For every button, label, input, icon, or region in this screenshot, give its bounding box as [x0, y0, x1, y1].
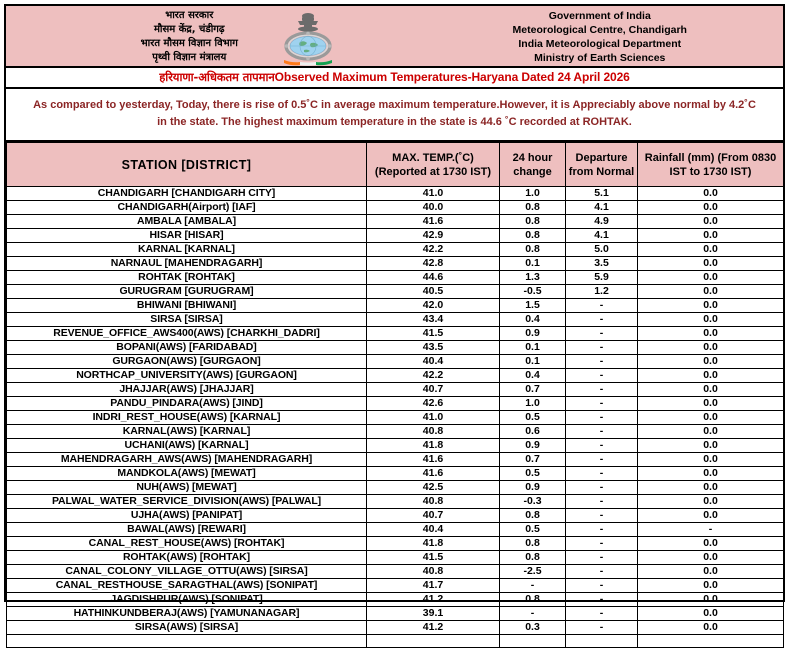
cell-rainfall: 0.0	[638, 187, 784, 201]
cell-station: SIRSA [SIRSA]	[7, 313, 367, 327]
cell-station: JHAJJAR(AWS) [JHAJJAR]	[7, 383, 367, 397]
cell-maxtemp: 39.1	[367, 607, 500, 621]
cell-rainfall: 0.0	[638, 481, 784, 495]
cell-station: JAGDISHPUR(AWS) [SONIPAT]	[7, 593, 367, 607]
cell-change24	[500, 635, 566, 648]
cell-change24: 0.8	[500, 243, 566, 257]
page-title-hindi: हरियाणा-अधिकतम तापमान	[159, 70, 275, 84]
cell-maxtemp: 41.6	[367, 467, 500, 481]
cell-change24: -	[500, 579, 566, 593]
table-row	[7, 341, 784, 355]
masthead-english-line-3: India Meteorological Department	[518, 38, 682, 50]
cell-station: NUH(AWS) [MEWAT]	[7, 481, 367, 495]
cell-departure: -	[566, 369, 638, 383]
cell-departure: -	[566, 327, 638, 341]
column-header-maxtemp-sublabel: (Reported at 1730 IST)	[374, 165, 492, 178]
table-row	[7, 537, 784, 551]
cell-station: AMBALA [AMBALA]	[7, 215, 367, 229]
table-row	[7, 523, 784, 537]
cell-change24: 0.8	[500, 593, 566, 607]
cell-change24: 0.8	[500, 551, 566, 565]
cell-maxtemp: 42.2	[367, 369, 500, 383]
cell-change24: -0.5	[500, 285, 566, 299]
cell-maxtemp	[367, 635, 500, 648]
cell-change24: 0.9	[500, 327, 566, 341]
cell-station: CANAL_COLONY_VILLAGE_OTTU(AWS) [SIRSA]	[7, 565, 367, 579]
cell-departure	[566, 635, 638, 648]
masthead-hindi-line-2: मौसम केंद्र, चंडीगढ़	[153, 24, 225, 35]
cell-departure: -	[566, 341, 638, 355]
cell-station: PALWAL_WATER_SERVICE_DIVISION(AWS) [PALWAL]	[7, 495, 367, 509]
table-body	[7, 187, 784, 648]
cell-departure: -	[566, 495, 638, 509]
cell-change24: 0.3	[500, 621, 566, 635]
table-row	[7, 299, 784, 313]
cell-station: BOPANI(AWS) [FARIDABAD]	[7, 341, 367, 355]
cell-rainfall: 0.0	[638, 299, 784, 313]
cell-station: CANAL_RESTHOUSE_SARAGTHAL(AWS) [SONIPAT]	[7, 579, 367, 593]
cell-rainfall: 0.0	[638, 201, 784, 215]
table-row	[7, 243, 784, 257]
masthead-english-line-1: Government of India	[548, 10, 651, 22]
cell-rainfall: 0.0	[638, 467, 784, 481]
cell-rainfall: 0.0	[638, 551, 784, 565]
table-row	[7, 439, 784, 453]
cell-station: SIRSA(AWS) [SIRSA]	[7, 621, 367, 635]
page-title-english: Observed Maximum Temperatures-Haryana Dated 24 April 2026	[274, 70, 630, 84]
cell-departure: -	[566, 299, 638, 313]
cell-departure: -	[566, 621, 638, 635]
advisory-line-1: As compared to yesterday, Today, there is rise of 0.5˚C in average maximum temperature.However, it is Appreciably above normal by 4.2˚C	[33, 99, 756, 111]
table-row	[7, 271, 784, 285]
cell-departure: -	[566, 411, 638, 425]
cell-station: KARNAL [KARNAL]	[7, 243, 367, 257]
cell-station: ROHTAK(AWS) [ROHTAK]	[7, 551, 367, 565]
table-row	[7, 453, 784, 467]
cell-departure: 3.5	[566, 257, 638, 271]
cell-change24: 0.5	[500, 523, 566, 537]
cell-station: BHIWANI [BHIWANI]	[7, 299, 367, 313]
cell-departure: -	[566, 523, 638, 537]
cell-maxtemp: 41.8	[367, 439, 500, 453]
cell-maxtemp: 41.6	[367, 453, 500, 467]
table-header	[7, 143, 784, 187]
column-header-rainfall	[638, 143, 784, 187]
cell-departure: -	[566, 607, 638, 621]
page-title	[159, 70, 630, 85]
column-header-change24	[500, 143, 566, 187]
cell-change24: -	[500, 607, 566, 621]
cell-maxtemp: 40.8	[367, 495, 500, 509]
table-row	[7, 467, 784, 481]
table-row	[7, 551, 784, 565]
cell-change24: 0.8	[500, 509, 566, 523]
column-header-maxtemp	[367, 143, 500, 187]
cell-maxtemp: 41.0	[367, 411, 500, 425]
cell-station: NORTHCAP_UNIVERSITY(AWS) [GURGAON]	[7, 369, 367, 383]
cell-maxtemp: 41.5	[367, 551, 500, 565]
cell-rainfall: 0.0	[638, 397, 784, 411]
table-row	[7, 607, 784, 621]
cell-departure: 5.1	[566, 187, 638, 201]
cell-rainfall: 0.0	[638, 495, 784, 509]
cell-departure: -	[566, 565, 638, 579]
cell-departure: -	[566, 551, 638, 565]
cell-rainfall: 0.0	[638, 565, 784, 579]
cell-change24: 0.4	[500, 369, 566, 383]
cell-change24: 0.4	[500, 313, 566, 327]
cell-departure: -	[566, 481, 638, 495]
cell-station: GURUGRAM [GURUGRAM]	[7, 285, 367, 299]
cell-change24: 1.0	[500, 187, 566, 201]
table-row	[7, 397, 784, 411]
cell-change24: 1.5	[500, 299, 566, 313]
cell-rainfall: 0.0	[638, 453, 784, 467]
cell-rainfall: 0.0	[638, 229, 784, 243]
table-row	[7, 201, 784, 215]
masthead-hindi-block	[6, 6, 407, 66]
table-row	[7, 355, 784, 369]
column-header-rainfall-sublabel: IST to 1730 IST)	[669, 165, 752, 178]
cell-rainfall: 0.0	[638, 341, 784, 355]
table-row	[7, 593, 784, 607]
cell-rainfall: 0.0	[638, 355, 784, 369]
cell-station: HISAR [HISAR]	[7, 229, 367, 243]
cell-maxtemp: 41.2	[367, 621, 500, 635]
table-row	[7, 621, 784, 635]
cell-change24: 1.3	[500, 271, 566, 285]
cell-station: MAHENDRAGARH_AWS(AWS) [MAHENDRAGARH]	[7, 453, 367, 467]
cell-departure: 5.9	[566, 271, 638, 285]
cell-station: HATHINKUNDBERAJ(AWS) [YAMUNANAGAR]	[7, 607, 367, 621]
cell-change24: 0.6	[500, 425, 566, 439]
cell-departure: -	[566, 397, 638, 411]
cell-station: CHANDIGARH(Airport) [IAF]	[7, 201, 367, 215]
cell-station: REVENUE_OFFICE_AWS400(AWS) [CHARKHI_DADRI]	[7, 327, 367, 341]
table-row	[7, 383, 784, 397]
cell-rainfall: 0.0	[638, 607, 784, 621]
table-row	[7, 229, 784, 243]
cell-maxtemp: 41.6	[367, 215, 500, 229]
cell-change24: 0.9	[500, 439, 566, 453]
cell-station: INDRI_REST_HOUSE(AWS) [KARNAL]	[7, 411, 367, 425]
cell-rainfall: 0.0	[638, 537, 784, 551]
masthead-english-line-4: Ministry of Earth Sciences	[534, 52, 666, 64]
table-row	[7, 215, 784, 229]
cell-rainfall: 0.0	[638, 509, 784, 523]
cell-maxtemp: 42.8	[367, 257, 500, 271]
cell-change24: 1.0	[500, 397, 566, 411]
cell-rainfall: 0.0	[638, 579, 784, 593]
cell-departure: 4.1	[566, 201, 638, 215]
cell-maxtemp: 42.6	[367, 397, 500, 411]
column-header-station: STATION [DISTRICT]	[7, 143, 367, 187]
cell-rainfall: 0.0	[638, 215, 784, 229]
cell-departure: -	[566, 355, 638, 369]
column-header-change24-sublabel: change	[513, 165, 552, 178]
cell-maxtemp: 42.2	[367, 243, 500, 257]
cell-departure: -	[566, 537, 638, 551]
cell-change24: 0.1	[500, 257, 566, 271]
cell-change24: -0.3	[500, 495, 566, 509]
cell-rainfall: 0.0	[638, 593, 784, 607]
column-header-change24-label: 24 hour	[512, 151, 553, 164]
cell-station: BAWAL(AWS) [REWARI]	[7, 523, 367, 537]
column-header-departure-label: Departure	[575, 151, 628, 164]
cell-change24: 0.5	[500, 467, 566, 481]
column-header-rainfall-label: Rainfall (mm) (From 0830	[644, 151, 777, 164]
report-title-bar	[6, 68, 783, 89]
masthead-hindi-line-4: पृथ्वी विज्ञान मंत्रालय	[152, 52, 227, 63]
cell-change24: -2.5	[500, 565, 566, 579]
cell-change24: 0.5	[500, 411, 566, 425]
cell-station: UCHANI(AWS) [KARNAL]	[7, 439, 367, 453]
table-row	[7, 481, 784, 495]
table-row	[7, 313, 784, 327]
cell-departure: -	[566, 453, 638, 467]
cell-station: NARNAUL [MAHENDRAGARH]	[7, 257, 367, 271]
cell-departure: -	[566, 425, 638, 439]
table-row	[7, 565, 784, 579]
cell-rainfall: 0.0	[638, 285, 784, 299]
cell-rainfall: 0.0	[638, 621, 784, 635]
cell-maxtemp: 42.5	[367, 481, 500, 495]
cell-maxtemp: 41.0	[367, 187, 500, 201]
masthead-english-line-2: Meteorological Centre, Chandigarh	[512, 24, 687, 36]
document-frame	[4, 4, 785, 633]
cell-station: UJHA(AWS) [PANIPAT]	[7, 509, 367, 523]
cell-departure: -	[566, 579, 638, 593]
cell-departure: 1.2	[566, 285, 638, 299]
cell-maxtemp: 41.5	[367, 327, 500, 341]
advisory-line-2: in the state. The highest maximum temperature in the state is 44.6 ˚C recorded at ROHTAK.	[157, 116, 632, 128]
cell-station: PANDU_PINDARA(AWS) [JIND]	[7, 397, 367, 411]
cell-station: CANAL_REST_HOUSE(AWS) [ROHTAK]	[7, 537, 367, 551]
cell-departure: -	[566, 383, 638, 397]
table-row	[7, 411, 784, 425]
cell-departure: -	[566, 313, 638, 327]
cell-maxtemp: 41.8	[367, 537, 500, 551]
cell-maxtemp: 40.7	[367, 383, 500, 397]
cell-change24: 0.7	[500, 453, 566, 467]
cell-rainfall: 0.0	[638, 243, 784, 257]
column-header-departure-sublabel: from Normal	[568, 165, 635, 178]
cell-maxtemp: 41.7	[367, 579, 500, 593]
cell-maxtemp: 40.0	[367, 201, 500, 215]
cell-rainfall: 0.0	[638, 425, 784, 439]
table-row	[7, 257, 784, 271]
cell-rainfall: 0.0	[638, 369, 784, 383]
cell-change24: 0.9	[500, 481, 566, 495]
cell-maxtemp: 40.5	[367, 285, 500, 299]
cell-departure: 5.0	[566, 243, 638, 257]
cell-maxtemp: 40.8	[367, 425, 500, 439]
cell-rainfall: 0.0	[638, 439, 784, 453]
cell-departure: -	[566, 439, 638, 453]
cell-station: GURGAON(AWS) [GURGAON]	[7, 355, 367, 369]
column-header-maxtemp-label: MAX. TEMP.(˚C)	[392, 151, 474, 164]
table-header-row	[7, 143, 784, 187]
cell-maxtemp: 42.0	[367, 299, 500, 313]
cell-departure: 4.9	[566, 215, 638, 229]
cell-maxtemp: 43.4	[367, 313, 500, 327]
cell-rainfall: 0.0	[638, 257, 784, 271]
cell-station	[7, 635, 367, 648]
cell-change24: 0.1	[500, 341, 566, 355]
max-temperature-table	[6, 142, 784, 648]
cell-change24: 0.7	[500, 383, 566, 397]
cell-maxtemp: 40.4	[367, 523, 500, 537]
table-row	[7, 369, 784, 383]
cell-station: CHANDIGARH [CHANDIGARH CITY]	[7, 187, 367, 201]
masthead-hindi-line-1: भारत सरकार	[165, 10, 214, 21]
india-meteorological-department-logo	[278, 10, 338, 68]
cell-departure: -	[566, 509, 638, 523]
cell-maxtemp: 43.5	[367, 341, 500, 355]
table-row	[7, 187, 784, 201]
table-row	[7, 285, 784, 299]
cell-maxtemp: 40.8	[367, 565, 500, 579]
table-row	[7, 425, 784, 439]
table-row	[7, 635, 784, 648]
masthead-hindi-line-3: भारत मौसम विज्ञान विभाग	[140, 38, 238, 49]
cell-departure: 4.1	[566, 229, 638, 243]
table-row	[7, 579, 784, 593]
cell-change24: 0.8	[500, 215, 566, 229]
cell-station: MANDKOLA(AWS) [MEWAT]	[7, 467, 367, 481]
cell-change24: 0.8	[500, 229, 566, 243]
cell-rainfall: -	[638, 523, 784, 537]
cell-maxtemp: 44.6	[367, 271, 500, 285]
cell-change24: 0.8	[500, 537, 566, 551]
cell-maxtemp: 42.9	[367, 229, 500, 243]
cell-change24: 0.1	[500, 355, 566, 369]
cell-rainfall: 0.0	[638, 411, 784, 425]
table-row	[7, 495, 784, 509]
masthead	[6, 6, 783, 68]
cell-maxtemp: 40.7	[367, 509, 500, 523]
table-row	[7, 509, 784, 523]
cell-maxtemp: 41.2	[367, 593, 500, 607]
table-row	[7, 327, 784, 341]
advisory-summary	[6, 89, 783, 142]
cell-maxtemp: 40.4	[367, 355, 500, 369]
cell-station: KARNAL(AWS) [KARNAL]	[7, 425, 367, 439]
cell-rainfall	[638, 635, 784, 648]
cell-rainfall: 0.0	[638, 271, 784, 285]
column-header-departure	[566, 143, 638, 187]
cell-station: ROHTAK [ROHTAK]	[7, 271, 367, 285]
cell-departure: -	[566, 467, 638, 481]
cell-rainfall: 0.0	[638, 383, 784, 397]
masthead-english-block	[407, 6, 784, 66]
cell-departure: -	[566, 593, 638, 607]
cell-rainfall: 0.0	[638, 313, 784, 327]
cell-change24: 0.8	[500, 201, 566, 215]
cell-rainfall: 0.0	[638, 327, 784, 341]
